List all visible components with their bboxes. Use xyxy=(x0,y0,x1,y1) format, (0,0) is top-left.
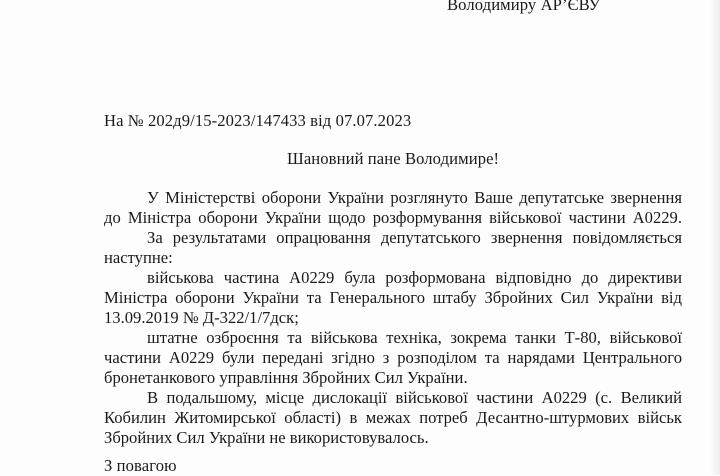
paragraph-line: У Міністерстві оборони України розглянуто Ваше депутатське звернення xyxy=(147,188,682,207)
salutation: Шановний пане Володимире! xyxy=(287,149,500,168)
closing: З повагою xyxy=(104,456,177,475)
paragraph-line: 13.09.2019 № Д-322/1/7дск; xyxy=(104,308,299,327)
addressee: Володимиру АР’ЄВУ xyxy=(447,0,601,14)
paragraph-line: частини А0229 були передані згідно з розподілом та нарядами Центрального xyxy=(104,348,682,367)
paragraph-line: Кобилин Житомирської області) в межах потреб Десантно-штурмових військ xyxy=(104,408,682,427)
reference-number: На № 202д9/15-2023/147433 від 07.07.2023 xyxy=(104,111,412,130)
paragraph-line: В подальшому, місце дислокації військової частини А0229 (с. Великий xyxy=(147,388,682,407)
paragraph-line: до Міністра оборони України щодо розформування військової частини А0229. xyxy=(104,208,682,227)
paragraph-line: військова частина А0229 була розформована відповідно до директиви xyxy=(147,268,682,287)
page-edge-shadow xyxy=(710,0,720,475)
paragraph-line: За результатами опрацювання депутатського звернення повідомляється xyxy=(147,228,682,247)
paragraph-line: бронетанкового управління Збройних Сил України. xyxy=(104,368,468,387)
paragraph-line: Міністра оборони України та Генерального штабу Збройних Сил України від xyxy=(104,288,682,307)
paragraph-line: Збройних Сил України не використовувалось. xyxy=(104,428,429,447)
paragraph-line: штатне озброєння та військова техніка, зокрема танки Т-80, військової xyxy=(147,328,682,347)
paragraph-line: наступне: xyxy=(104,248,173,267)
